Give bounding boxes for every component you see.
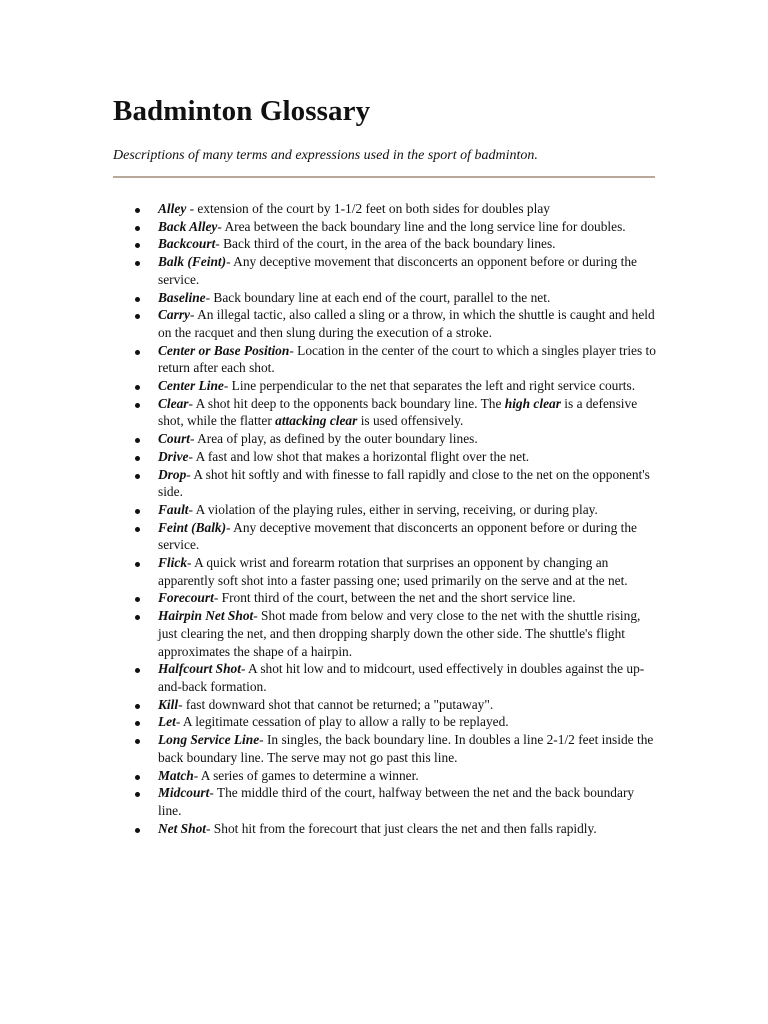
glossary-entry bbox=[113, 696, 658, 714]
glossary-definition: - Line perpendicular to the net that separates the left and right service courts. bbox=[223, 378, 636, 394]
glossary-term: Halfcourt Shot bbox=[158, 661, 241, 677]
bullet-icon bbox=[135, 208, 140, 213]
bullet-icon bbox=[135, 792, 140, 797]
glossary-entry bbox=[113, 784, 658, 819]
glossary-term: Center or Base Position bbox=[158, 342, 290, 358]
glossary-entry bbox=[113, 607, 658, 660]
glossary-entry bbox=[113, 218, 658, 236]
glossary-term: Drop bbox=[158, 466, 187, 482]
bullet-icon bbox=[135, 527, 140, 532]
glossary-term: Back Alley bbox=[158, 218, 218, 234]
glossary-list bbox=[113, 200, 658, 837]
glossary-definition: - Back boundary line at each end of the court, parallel to the net. bbox=[205, 289, 551, 305]
glossary-definition: - A shot hit deep to the opponents back boundary line. The bbox=[188, 395, 505, 411]
glossary-entry bbox=[113, 820, 658, 838]
glossary-definition: - Shot made from below and very close to the net with the shuttle rising, just clearing the net, and then dropping sharply down the other side. The shuttle's flight approximates the shape of a hairpin. bbox=[158, 608, 641, 659]
bullet-icon bbox=[135, 474, 140, 479]
glossary-definition: - An illegal tactic, also called a sling or a throw, in which the shuttle is caught and held on the racquet and then slung during the execution of a stroke. bbox=[158, 307, 655, 340]
glossary-term: Center Line bbox=[158, 378, 224, 394]
glossary-definition: - A shot hit low and to midcourt, used effectively in doubles against the up-and-back formation. bbox=[158, 661, 645, 694]
glossary-entry bbox=[113, 342, 658, 377]
glossary-entry bbox=[113, 448, 658, 466]
bullet-icon bbox=[135, 314, 140, 319]
glossary-definition: - Area of play, as defined by the outer boundary lines. bbox=[190, 431, 478, 447]
glossary-term: Hairpin Net Shot bbox=[158, 608, 254, 624]
glossary-definition: - Location in the center of the court to which a singles player tries to return after each shot. bbox=[158, 342, 656, 376]
glossary-term: Clear bbox=[158, 395, 189, 411]
glossary-entry bbox=[113, 501, 658, 519]
glossary-definition: - Any deceptive movement that disconcerts an opponent before or during the service. bbox=[158, 519, 637, 553]
glossary-entry bbox=[113, 589, 658, 607]
glossary-definition: is a defensive shot, while the flatter bbox=[158, 395, 638, 429]
glossary-entry bbox=[113, 395, 658, 430]
glossary-term: Match bbox=[158, 767, 194, 783]
glossary-definition: - A shot hit softly and with finesse to fall rapidly and close to the net on the opponent's side. bbox=[158, 466, 650, 500]
bullet-icon bbox=[135, 456, 140, 461]
glossary-definition: - Front third of the court, between the net and the short service line. bbox=[213, 590, 576, 606]
glossary-definition: is used offensively. bbox=[357, 413, 464, 429]
glossary-entry bbox=[113, 253, 658, 288]
bullet-icon bbox=[135, 775, 140, 780]
glossary-entry bbox=[113, 289, 658, 307]
glossary-entry bbox=[113, 430, 658, 448]
glossary-entry bbox=[113, 767, 658, 785]
glossary-definition: - A legitimate cessation of play to allow a rally to be replayed. bbox=[175, 714, 509, 730]
glossary-entry bbox=[113, 713, 658, 731]
glossary-definition: - A fast and low shot that makes a horizontal flight over the net. bbox=[188, 448, 530, 464]
glossary-entry bbox=[113, 306, 658, 341]
glossary-term: Drive bbox=[158, 448, 189, 464]
glossary-definition: - In singles, the back boundary line. In doubles a line 2-1/2 feet inside the back boundary line. The serve may not go past this line. bbox=[158, 732, 654, 765]
bullet-icon bbox=[135, 597, 140, 602]
glossary-entry bbox=[113, 660, 658, 695]
divider bbox=[113, 176, 655, 178]
glossary-term: Backcourt bbox=[158, 236, 216, 252]
highlighted-term: high clear bbox=[504, 395, 561, 411]
glossary-entry bbox=[113, 519, 658, 554]
glossary-definition: - The middle third of the court, halfway between the net and the back boundary line. bbox=[158, 785, 635, 818]
glossary-term: Kill bbox=[158, 696, 179, 712]
bullet-icon bbox=[135, 261, 140, 266]
page-subtitle: Descriptions of many terms and expressions used in the sport of badminton. bbox=[113, 148, 538, 163]
bullet-icon bbox=[135, 350, 140, 355]
glossary-definition: - Area between the back boundary line and the long service line for doubles. bbox=[217, 218, 626, 234]
glossary-term: Feint (Balk) bbox=[158, 519, 227, 535]
bullet-icon bbox=[135, 615, 140, 620]
bullet-icon bbox=[135, 721, 140, 726]
glossary-definition: - Shot hit from the forecourt that just clears the net and then falls rapidly. bbox=[206, 820, 597, 836]
glossary-term: Forecourt bbox=[158, 590, 214, 606]
bullet-icon bbox=[135, 438, 140, 443]
glossary-term: Net Shot bbox=[158, 820, 206, 836]
glossary-definition: - Back third of the court, in the area of the back boundary lines. bbox=[215, 236, 556, 252]
glossary-term: Carry bbox=[158, 307, 190, 323]
bullet-icon bbox=[135, 828, 140, 833]
page-title: Badminton Glossary bbox=[113, 95, 371, 127]
glossary-entry bbox=[113, 377, 658, 395]
glossary-term: Baseline bbox=[158, 289, 206, 305]
glossary-definition: - A quick wrist and forearm rotation that surprises an opponent by changing an apparently soft shot into a faster passing one; used primarily on the serve and at the net. bbox=[158, 555, 628, 588]
bullet-icon bbox=[135, 385, 140, 390]
bullet-icon bbox=[135, 509, 140, 514]
highlighted-term: attacking clear bbox=[275, 413, 358, 429]
bullet-icon bbox=[135, 226, 140, 231]
glossary-term: Flick bbox=[158, 555, 188, 571]
glossary-term: Alley bbox=[158, 201, 187, 216]
bullet-icon bbox=[135, 704, 140, 709]
glossary-definition: - A violation of the playing rules, either in serving, receiving, or during play. bbox=[188, 501, 598, 517]
bullet-icon bbox=[135, 243, 140, 248]
glossary-definition: - extension of the court by 1-1/2 feet on both sides for doubles play bbox=[186, 201, 550, 216]
glossary-definition: - fast downward shot that cannot be returned; a "putaway". bbox=[178, 696, 494, 712]
glossary-term: Court bbox=[158, 431, 191, 447]
glossary-definition: - Any deceptive movement that disconcerts an opponent before or during the service. bbox=[158, 254, 637, 287]
glossary-entry bbox=[113, 235, 658, 253]
glossary-entry bbox=[113, 200, 658, 218]
bullet-icon bbox=[135, 562, 140, 567]
bullet-icon bbox=[135, 668, 140, 673]
glossary-entry bbox=[113, 731, 658, 766]
glossary-definition: - A series of games to determine a winner. bbox=[193, 767, 419, 783]
glossary-term: Let bbox=[158, 714, 176, 730]
glossary-term: Fault bbox=[158, 501, 189, 517]
glossary-term: Balk (Feint) bbox=[158, 254, 227, 270]
glossary-entry bbox=[113, 554, 658, 589]
bullet-icon bbox=[135, 297, 140, 302]
bullet-icon bbox=[135, 739, 140, 744]
glossary-entry bbox=[113, 466, 658, 501]
bullet-icon bbox=[135, 403, 140, 408]
glossary-term: Long Service Line bbox=[158, 732, 260, 748]
glossary-term: Midcourt bbox=[158, 785, 210, 801]
